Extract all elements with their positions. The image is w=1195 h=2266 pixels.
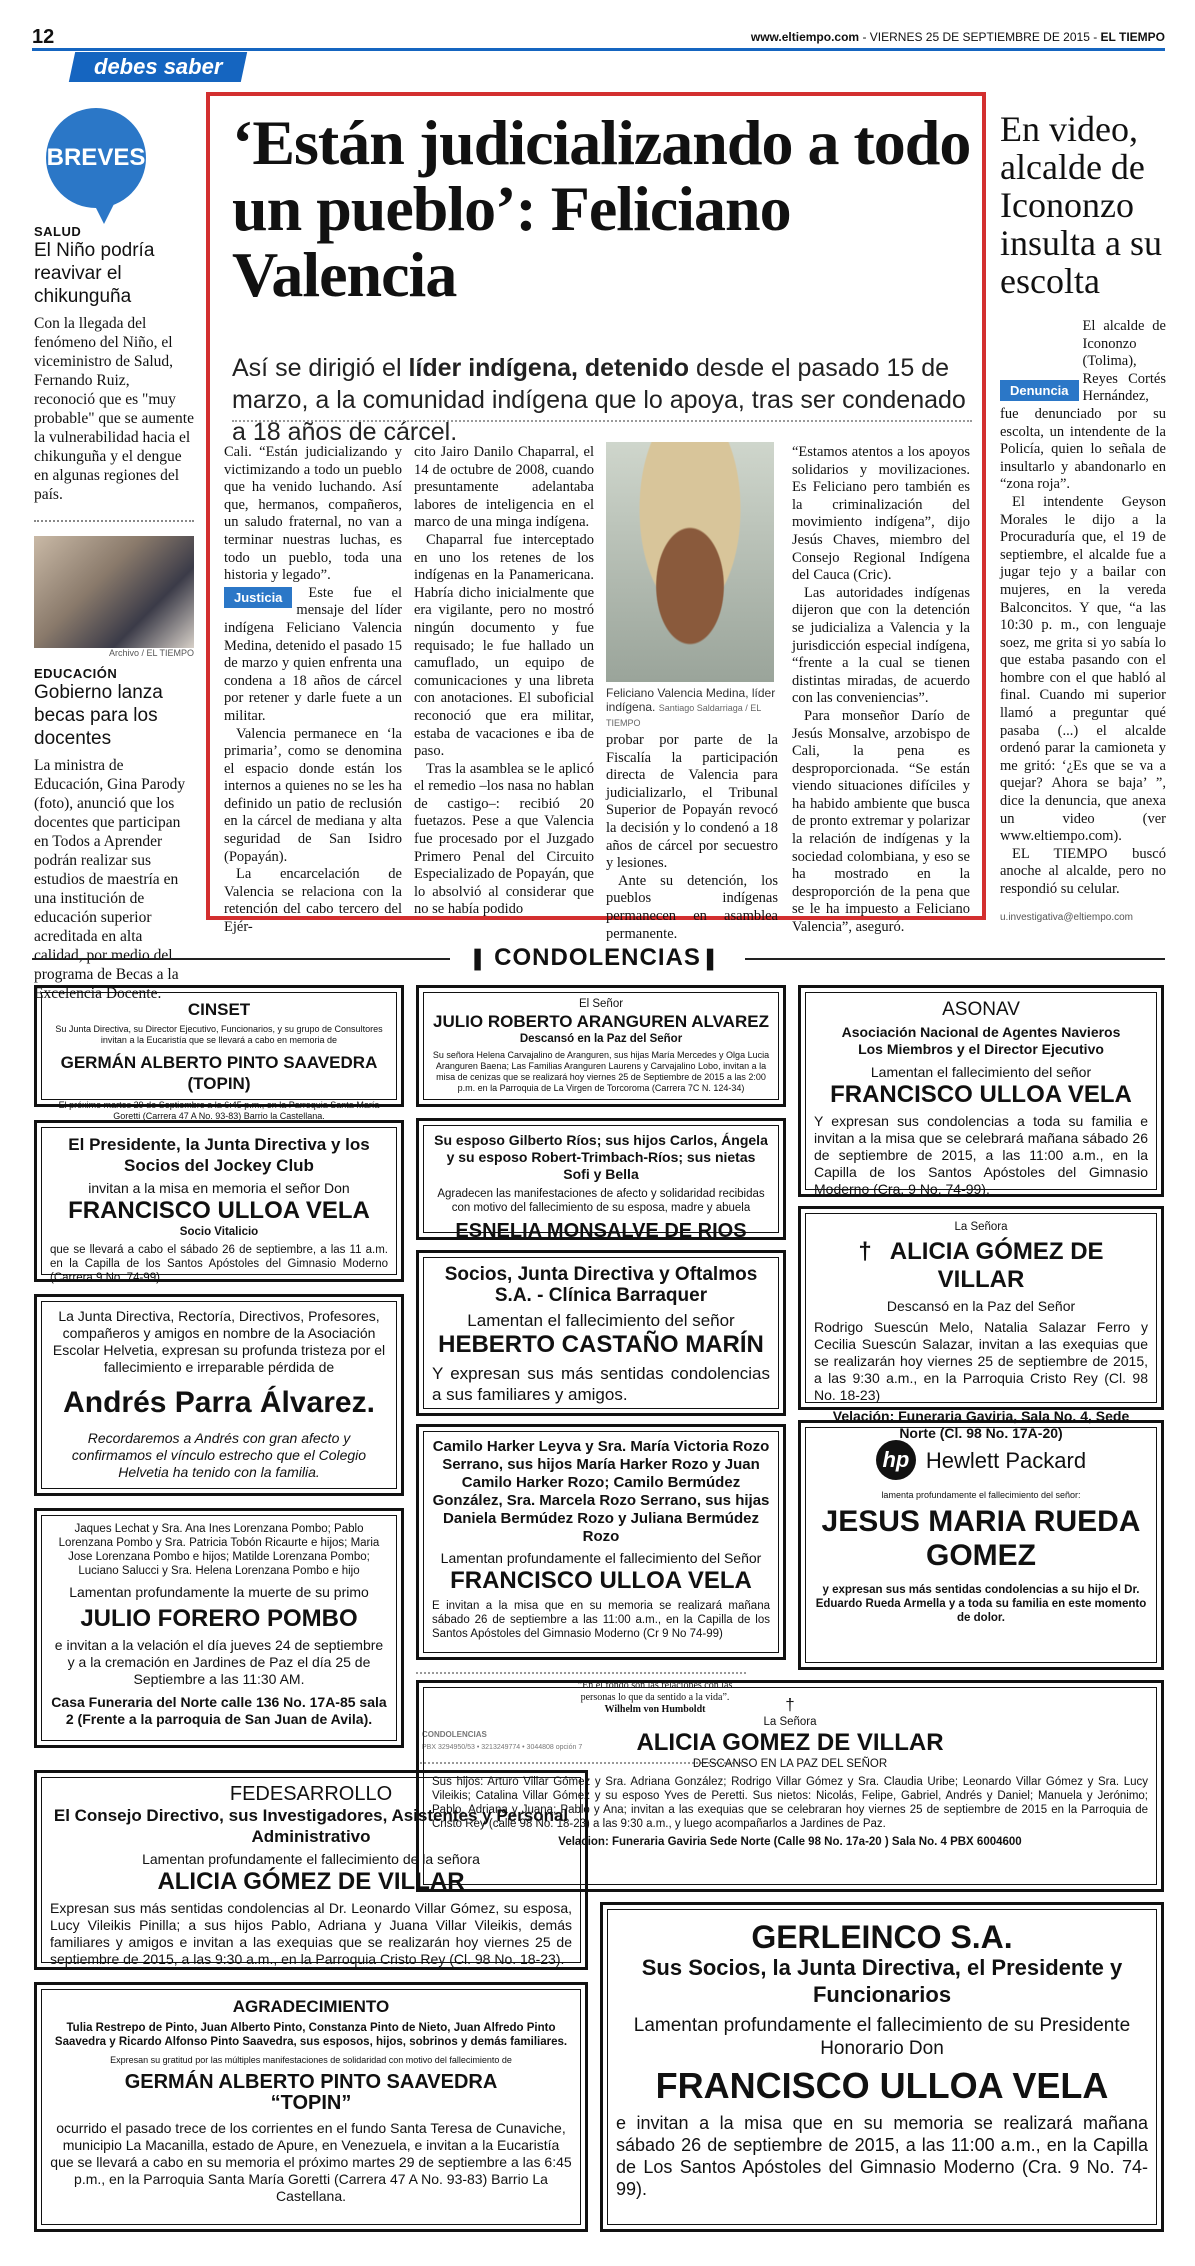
paragraph: Tras la asamblea se le aplicó el remedio –los nasa no hablan de castigo–: recibió 20 fuetazos. Pese a que Valencia fue procesado por el Juzgado Primero Penal del Circuito Especializado de Popayán, que lo absolvió al considerar que no se había podido xyxy=(414,760,594,918)
notice-text: ocurrido el pasado trece de los corrientes en el fundo Santa Teresa de Cunaviche, municipio La Macanilla, estado de Apure, en Venezuela, e invitan a la Eucaristía que se llevará a cabo en su memoria el próximo martes 29 de septiembre a las 6:45 p.m., en la Parroquia Santa María Goretti (Carrera 47 A No. 93-83) Barrio La Castellana. xyxy=(50,2120,572,2204)
breve-headline: El Niño podría reavivar el chikunguña xyxy=(34,240,155,307)
story-column-1 xyxy=(224,444,402,937)
header-rule xyxy=(32,48,1165,51)
breve-headline: Gobierno lanza becas para los docentes xyxy=(34,682,163,749)
notice-text: Lamentan el fallecimiento del señor xyxy=(467,1311,735,1330)
breves-badge: BREVES xyxy=(46,108,146,208)
notice-text: que se llevará a cabo el sábado 26 de septiembre, a las 11 a.m. en la Capilla de los Santos Apóstoles del Gimnasio Moderno (Carrera 9 No. 74-99) xyxy=(50,1244,388,1284)
main-headline: ‘Están judicializando a todo un pueblo’: Feliciano Valencia xyxy=(232,107,971,310)
notice-monsalve xyxy=(416,1118,786,1240)
paragraph: probar por parte de la Fiscalía la participación directa de Valencia para judicializarlo, el Tribunal Superior de Popayán revocó la decisión y lo condenó a 18 años de cárcel por secuestro y lesiones. xyxy=(606,732,778,872)
paragraph: Las autoridades indígenas dijeron que con la detención se judicializa a Valencia y la jurisdicción especial indígena, “frente a la cual se tienen distintas miradas, de acuerdo con las conveniencias”. xyxy=(792,584,970,707)
notice-text: El próximo martes 29 de Septiembre a la 6:45 p.m., en la Parroquia Santa María Goretti (Carrera 47 A No. 93-83) Barrio la Castellana. xyxy=(58,1100,380,1121)
breve-body: Con la llegada del fenómeno del Niño, el viceministro de Salud, Fernando Ruiz, reconoció que es "muy probable" que se aumente la vulnerabilidad hacia el chikunguña y el dengue en algunas regiones del país. xyxy=(34,315,194,503)
notice-head: Camilo Harker Leyva y Sra. María Victoria Rozo Serrano, sus hijos María Harker Rozo y Juan Camilo Harker Rozo; Camilo Bermúdez González, Sra. Marcela Rozo Serrano, sus hijas Daniela Bermúdez Rozo y Juliana Bermúdez Rozo xyxy=(432,1438,770,1545)
notice-name: FRANCISCO ULLOA VELA xyxy=(655,2065,1109,2106)
notice-name: Andrés Parra Álvarez. xyxy=(63,1386,375,1419)
paragraph: Ante su detención, los pueblos indígenas permanecen en asamblea permanente. xyxy=(606,872,778,942)
paragraph: Este fue el mensaje del líder indígena Feliciano Valencia Medina, detenido el pasado 15 de marzo y quien enfrenta una condena a 18 años de cárcel por retener y darle fuete a un militar. xyxy=(224,584,402,724)
divider xyxy=(232,420,972,422)
side-body xyxy=(1000,318,1166,899)
paragraph: “Estamos atentos a los apoyos solidarios y movilizaciones. Es Feliciano pero también es la criminalización del movimiento indígena”, dijo Jesús Chaves, miembro del Consejo Regional Indígena del Cauca (Cric). xyxy=(792,444,970,584)
photo-credit: Archivo / EL TIEMPO xyxy=(108,648,194,658)
notice-name: HEBERTO CASTAÑO MARÍN xyxy=(438,1331,764,1358)
notice-name: FRANCISCO ULLOA VELA xyxy=(450,1567,752,1594)
notice-aranguren xyxy=(416,985,786,1107)
notice-hewlett-packard xyxy=(798,1420,1164,1670)
notice-asonav xyxy=(798,985,1164,1197)
paragraph: La encarcelación de Valencia se relaciona con la retención del cabo tercero del Ejér- xyxy=(224,866,402,936)
hp-logo xyxy=(876,1440,1086,1480)
main-subheadline: Así se dirigió el líder indígena, detenido desde el pasado 15 de marzo, a la comunidad indígena que lo apoya, tras ser condenado a 18 años de cárcel. xyxy=(232,354,966,446)
site-url[interactable]: www.eltiempo.com xyxy=(750,30,860,44)
notice-head: Asociación Nacional de Agentes Navieros xyxy=(841,1024,1121,1040)
notice-text: Y expresan sus más sentidas condolencias a sus familiares y amigos. xyxy=(432,1364,770,1404)
paragraph: Chaparral fue interceptado en uno los retenes de los indígenas en la Panamericana. Habría dicho inicialmente que era vigilante, pero no mostró ningún documento y fue requisado; le fue hallado un camuflado, un equipo de comunicaciones y una libreta con anotaciones. El suboficial reconoció que era militar, estaba de vacaciones e iba de paso. xyxy=(414,531,594,760)
notice-text: Lamentan profundamente el fallecimiento de la señora xyxy=(142,1851,480,1867)
hp-icon: hp xyxy=(876,1440,916,1480)
notice-name: ALICIA GÓMEZ DE VILLAR xyxy=(157,1868,465,1895)
notice-text: Rodrigo Suescún Melo, Natalia Salazar Ferro y Cecilia Suescún Salazar, invitan a las exequias que se realizarán hoy viernes 25 de septiembre de 2015, a las 9:30 a.m., en la Parroquia Cristo Rey (Cl. 98 No. 18-23) xyxy=(814,1319,1148,1403)
notice-agradecimiento xyxy=(34,1982,588,2232)
denuncia-tag: Denuncia xyxy=(1000,380,1079,401)
notice-name: JESUS MARIA RUEDA GOMEZ xyxy=(821,1505,1141,1572)
notice-name: JULIO FORERO POMBO xyxy=(80,1605,358,1632)
notice-head: Socios, Junta Directiva y Oftalmos S.A. - Clínica Barraquer xyxy=(444,1264,758,1306)
side-credit[interactable]: u.investigativa@eltiempo.com xyxy=(1000,912,1133,923)
notice-org: GERLEINCO S.A. xyxy=(751,1919,1013,1955)
notice-text: Sus hijos: Arturo Villar Gómez y Sra. Adriana González; Rodrigo Villar Gómez y Sra. Claudia Uribe; Leonardo Villar Gómez y Sra. Lucy Vileikis; Catalina Villar Gómez y su esposo Yves de Peretti. Sus nietos: Nicolás, Felipe, Gabriel, Andrés y Daniel; Manuela y Jerónimo; Pablo, Adriana y Juana; Pablo y Ana; invitan a las exequias que se celebraran hoy viernes 25 de septiembre de 2015 en la Parroquia de Cristo Rey (calle 98 No. 18-23) a las 9:30 a.m., y luego acompañarlos a Jardines de Paz. xyxy=(432,1776,1148,1830)
notice-text: Velacion: Funeraria Gaviria Sede Norte (Calle 98 No. 17a-20 ) Sala No. 4 PBX 6004600 xyxy=(558,1836,1022,1848)
notice-name: FRANCISCO ULLOA VELA xyxy=(68,1197,370,1224)
notice-text: Casa Funeraria del Norte calle 136 No. 17A-85 sala 2 (Frente a la parroquia de San Juan de Avila). xyxy=(51,1694,387,1727)
paragraph: El intendente Geyson Morales le dijo a la Procuraduría que, el 19 de septiembre, el alcalde fue a jugar tejo y a bailar con mujeres, en la vereda Balconcitos. Y que, “a las 10:30 p. m., con lenguaje soez, me grita si yo sabía lo que estaba pasando con el hombre con el que habló al final. Cuando mi superior llamó a preguntar qué pasaba (...) el alcalde ordenó parar la camioneta y me gritó: ‘¿Es que se va a quejar? Ahora se baja’ ”, dice la denuncia, que anexa un video (ver www.eltiempo.com). xyxy=(1000,493,1166,845)
breve-body: La ministra de Educación, Gina Parody (foto), anunció que los docentes que participan en Todos a Aprender podrán realizar sus estudios de maestría en una institución de educación superior acreditada en alta calidad, por medio del programa de Becas a la Excelencia Docente. xyxy=(34,757,186,1002)
notice-head: El Presidente, la Junta Directiva y los Socios del Jockey Club xyxy=(68,1135,370,1175)
quote-brand: CONDOLENCIAS xyxy=(422,1730,487,1739)
paragraph: cito Jairo Danilo Chaparral, el 14 de octubre de 2008, cuando presuntamente adelantaba labores de inteligencia en el marco de una minga indígena. xyxy=(414,444,594,531)
notice-text: Y expresan sus condolencias a toda su familia e invitan a la misa que se celebrará mañana sábado 26 de septiembre de 2015, a las 11:00 a.m., en la Capilla de los Santos Apóstoles del Gimnasio Moderno (Cra. 9 No. 74-99). xyxy=(814,1113,1148,1197)
notice-text: Socio Vitalicio xyxy=(179,1226,259,1238)
notice-name: GERMÁN ALBERTO PINTO SAAVEDRA (TOPIN) xyxy=(60,1053,378,1093)
notice-text: Lamentan profundamente el fallecimiento de su Presidente Honorario Don xyxy=(633,2015,1131,2059)
notice-text: Expresan sus más sentidas condolencias al Dr. Leonardo Villar Gómez, su esposa, Lucy Vileikis Pinilla; a sus hijos Pablo, Adriana y Juana Villar Vileikis, demás familiares y amigos e invitan a las exequias que se realizarán hoy viernes 25 de septiembre de 2015, a las 9:30 a.m., en la Parroquia Cristo Rey (Cl. 98 No. 18-23). xyxy=(50,1900,572,1967)
cross-icon: † xyxy=(785,1695,795,1714)
notice-text: Lamentan profundamente la muerte de su primo xyxy=(69,1584,369,1600)
quote-phone[interactable]: PBX 3294950/53 • 3213249774 • 3044808 opción 7 xyxy=(422,1744,583,1751)
notice-text: La Señora xyxy=(763,1716,817,1728)
notice-text: Lamentan el fallecimiento del señor xyxy=(870,1064,1092,1080)
story-column-4 xyxy=(792,444,970,937)
notice-name: FRANCISCO ULLOA VELA xyxy=(830,1081,1132,1108)
notice-villar-suescun xyxy=(798,1206,1164,1441)
notice-text: El Señor xyxy=(578,998,624,1010)
notice-text: Su señora Helena Carvajalino de Aranguren, sus hijas María Mercedes y Olga Lucia Aranguren Baena; Las Familias Aranguren Laurens y Carvajalino Lobo, invitan a la misa de cenizas que se realizará hoy viernes 25 de Septiembre de 2015 a las 2:00 p.m. en la Parroquia de La Virgen de Torcoroma (Carrera 7C N. 124-34) xyxy=(432,1050,770,1093)
notice-text: e invitan a la misa que en su memoria se realizará mañana sábado 26 de septiembre de 2015, a las 11:00 a.m., en la Capilla de Los Santos Apóstoles del Gimnasio Moderno (Cra. 9 No. 74-99). xyxy=(616,2113,1148,2199)
notice-harker xyxy=(416,1424,786,1660)
notice-text: Expresan su gratitud por las múltiples manifestaciones de solidaridad con motivo del fallecimiento de xyxy=(110,2055,512,2065)
notice-head: Tulia Restrepo de Pinto, Juan Alberto Pinto, Constanza Pinto de Nieto, Juan Alfredo Pinto Saavedra y Ricardo Alfonso Pinto Saavedra, sus esposos, hijos, sobrinos y demás familiares. xyxy=(54,2022,568,2048)
notice-jockey-club xyxy=(34,1120,404,1282)
notice-text: invitan a la misa en memoria el señor Don xyxy=(88,1180,350,1196)
quote-text: “En el fondo son las relaciones con las personas lo que da sentido a la vida”. xyxy=(577,1680,733,1703)
photo-caption: Feliciano Valencia Medina, líder indígena. Santiago Saldarriaga / EL TIEMPO xyxy=(606,686,776,728)
notice-villar-hijos xyxy=(416,1680,1164,1892)
breve-photo xyxy=(34,536,194,648)
issue-date: VIERNES 25 DE SEPTIEMBRE DE 2015 xyxy=(869,30,1090,44)
notice-text: Descansó en la Paz del Señor xyxy=(886,1298,1076,1314)
notice-text: e invitan a la velación el día jueves 24 de septiembre y a la cremación en Jardines de Paz el día 25 de Septiembre a las 11:30 AM. xyxy=(54,1637,384,1687)
notice-text: Velación: Funeraria Gaviria, Sala No. 4, Sede Norte (Cl. 98 No. 17A-20) xyxy=(832,1408,1130,1441)
notice-org: ASONAV xyxy=(942,999,1020,1020)
side-story xyxy=(1000,110,1166,899)
notice-name: ALICIA GOMEZ DE VILLAR xyxy=(636,1729,944,1756)
condolencias-title: ▌ CONDOLENCIAS ▌ xyxy=(0,944,1195,972)
notice-name: ESNELIA MONSALVE DE RIOS xyxy=(455,1220,747,1242)
brand-name: Hewlett Packard xyxy=(925,1447,1087,1473)
side-headline: En video, alcalde de Icononzo insulta a su escolta xyxy=(1000,109,1162,301)
story-column-3 xyxy=(606,732,778,943)
notice-barraquer xyxy=(416,1250,786,1416)
notice-text: La Señora xyxy=(954,1221,1008,1233)
notice-head: El Consejo Directivo, sus Investigadores, Asistentes y Personal Administrativo xyxy=(53,1806,569,1846)
breve-category: SALUD xyxy=(34,224,82,239)
paragraph: EL TIEMPO buscó anoche al alcalde, pero no respondió su celular. xyxy=(1000,845,1166,897)
notice-head: Sus Socios, la Junta Directiva, el Presidente y Funcionarios xyxy=(641,1955,1123,2007)
notice-forero-pombo xyxy=(34,1508,404,1748)
notice-text: Jaques Lechat y Sra. Ana Ines Lorenzana Pombo; Pablo Lorenzana Pombo y Sra. Patricia Tobón Ricaurte e hijos; Maria Jose Lorenzana Pombo e hijos; Matilde Lorenzana Pombo; Luciano Salucci y Sra. Helena Lorenzana Pombo e hijo xyxy=(58,1523,380,1577)
notice-head: Los Miembros y el Director Ejecutivo xyxy=(858,1041,1104,1057)
notice-text: DESCANSO EN LA PAZ DEL SEÑOR xyxy=(692,1758,888,1770)
notice-text: Agradecen las manifestaciones de afecto y solidaridad recibidas con motivo del fallecimiento de su esposa, madre y abuela xyxy=(437,1188,765,1214)
justicia-tag: Justicia xyxy=(224,587,292,608)
notice-text: La Junta Directiva, Rectoría, Directivos, Profesores, compañeros y amigos en nombre de la Asociación Escolar Helvetia, expresan su profunda tristeza por el fallecimiento e irreparable pérdida de xyxy=(52,1308,386,1375)
paper-name: EL TIEMPO xyxy=(1100,30,1165,44)
notice-gerleinco xyxy=(600,1902,1164,2232)
valencia-portrait xyxy=(606,442,774,682)
story-column-2 xyxy=(414,444,594,919)
notice-text: y expresan sus más sentidas condolencias a su hijo el Dr. Eduardo Rueda Armella y a toda su familia en este momento de dolor. xyxy=(815,1584,1147,1624)
cross-icon: † xyxy=(858,1238,872,1265)
paragraph: Denuncia El alcalde de Icononzo (Tolima), Reyes Cortés Hernández, fue denunciado por su escolta, un intendente de la Policía, quien lo señala de insultarlo y abandonarlo en “zona roja”. xyxy=(1000,318,1166,493)
paragraph: Valencia permanece en ‘la primaria’, como se denomina el espacio donde están los internos a quienes no se les ha definido un patio de reclusión en la cárcel de mediana y alta seguridad de San Isidro (Popayán). xyxy=(224,725,402,865)
paragraph: Para monseñor Darío de Jesús Monsalve, arzobispo de Cali, la pena es desproporcionada. “Se están viendo situaciones difíciles y ha habido ambiente que busca de pronto extremar y polarizar la relación de indígenas y la sociedad colombiana, y eso se ha mostrado en la desproporción de la pena que se le ha impuesto a Feliciano Valencia”, aseguró. xyxy=(792,707,970,936)
masthead-info: www.eltiempo.com - VIERNES 25 DE SEPTIEMBRE DE 2015 - EL TIEMPO xyxy=(750,30,1165,44)
notice-name: GERMÁN ALBERTO PINTO SAAVEDRA xyxy=(124,2071,498,2093)
notice-helvetia xyxy=(34,1294,404,1496)
quote-author: Wilhelm von Humboldt xyxy=(604,1704,706,1715)
notice-org: AGRADECIMIENTO xyxy=(232,1997,390,2016)
notice-text: lamenta profundamente el fallecimiento del señor: xyxy=(881,1490,1081,1500)
breve-category: EDUCACIÓN xyxy=(34,666,118,681)
main-story xyxy=(206,92,986,942)
notice-text: Lamentan profundamente el fallecimiento del Señor xyxy=(440,1550,762,1566)
page-number: 12 xyxy=(32,26,55,48)
divider xyxy=(34,520,194,522)
section-tab: debes saber xyxy=(69,52,248,82)
notice-name: “TOPIN” xyxy=(270,2092,352,2114)
notice-name: JULIO ROBERTO ARANGUREN ALVAREZ xyxy=(433,1012,769,1031)
breves-column xyxy=(34,224,194,1003)
notice-org: CINSET xyxy=(187,1000,251,1019)
notice-text: Su Junta Directiva, su Director Ejecutivo, Funcionarios, y su grupo de Consultores invitan a la Eucaristía que se llevará a cabo en memoria de xyxy=(55,1024,383,1045)
notice-head: Su esposo Gilberto Ríos; sus hijos Carlos, Ángela y su esposo Robert-Trimbach-Ríos; sus nietas Sofi y Bella xyxy=(434,1132,768,1182)
paragraph: Cali. “Están judicializando y victimizando a todo un pueblo que ha venido luchando. Así que, hermanos, compañeros, un saludo fraternal, no van a terminar nuestras luchas, es todo un pueblo, toda una historia y legado”. xyxy=(224,444,402,584)
notice-org: FEDESARROLLO xyxy=(229,1783,393,1805)
notice-name: ALICIA GÓMEZ DE VILLAR xyxy=(889,1238,1104,1293)
notice-text: Recordaremos a Andrés con gran afecto y confirmamos el vínculo estrecho que el Colegio Helvetia ha tenido con la familia. xyxy=(71,1430,367,1480)
notice-text: E invitan a la misa que en su memoria se realizará mañana sábado 26 de septiembre a las 11:00 a.m., en la Capilla de los Santos Apóstoles del Gimnasio Moderno (Cr 9 No 74-99) xyxy=(432,1600,770,1640)
notice-cinset xyxy=(34,985,404,1121)
notice-text: Descansó en la Paz del Señor xyxy=(519,1033,683,1045)
